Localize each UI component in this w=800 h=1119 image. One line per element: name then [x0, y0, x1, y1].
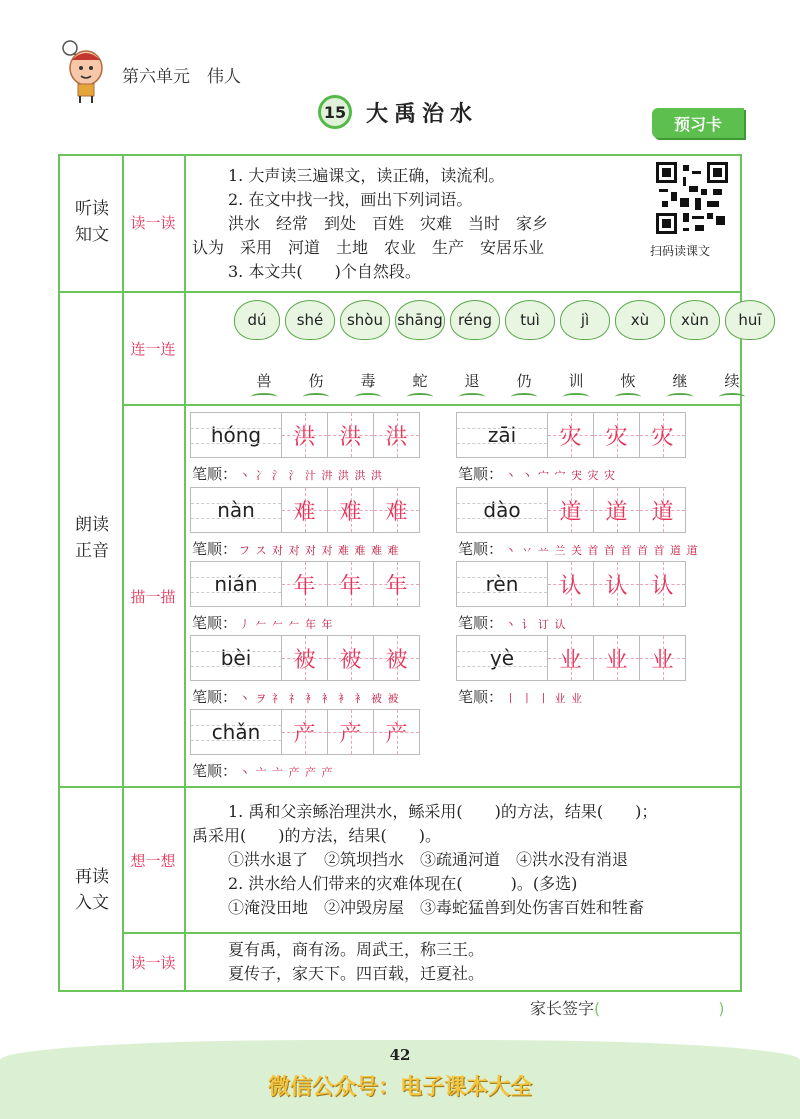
char-cell[interactable]: 认: [594, 561, 640, 607]
divider: [122, 932, 742, 934]
char-cell[interactable]: 洪: [374, 412, 420, 458]
hanzi-item[interactable]: 伤: [290, 370, 342, 401]
think-options-1: ①洪水退了 ②筑坝挡水 ③疏通河道 ④洪水没有消退: [228, 850, 629, 869]
char-cell[interactable]: 产: [282, 709, 328, 755]
pinyin-bubble[interactable]: dú: [234, 300, 280, 340]
pinyin-cell: hóng: [190, 412, 282, 458]
trace-box: [456, 561, 686, 607]
think-options-2: ①淹没田地 ②冲毁房屋 ③毒蛇猛兽到处伤害百姓和牲畜: [228, 898, 645, 917]
verse-line-2: 夏传子，家天下。四百载，迁夏社。: [228, 964, 485, 983]
pinyin-bubble[interactable]: xùn: [670, 300, 720, 340]
char-cell[interactable]: 道: [640, 487, 686, 533]
lesson-title: 大禹治水: [366, 100, 479, 127]
leaf-icon: [407, 393, 433, 401]
unit-title: 第六单元 伟人: [122, 67, 241, 87]
hanzi-leaves: [238, 370, 758, 401]
char-cell[interactable]: 道: [594, 487, 640, 533]
page-number: 42: [389, 1046, 411, 1064]
sub-label-read-aloud: 读一读: [130, 214, 176, 232]
think-question-1: 1. 禹和父亲鲧治理洪水，鲧采用( )的方法，结果( )；: [228, 802, 658, 821]
char-cell[interactable]: 洪: [282, 412, 328, 458]
leaf-icon: [459, 393, 485, 401]
trace-box: [456, 635, 686, 681]
char-cell[interactable]: 被: [374, 635, 420, 681]
pinyin-cell: chǎn: [190, 709, 282, 755]
char-cell[interactable]: 年: [282, 561, 328, 607]
section-label-reread: 再读 入文: [75, 867, 109, 913]
divider: [122, 404, 742, 406]
pinyin-bubble[interactable]: jì: [560, 300, 610, 340]
hanzi-item[interactable]: 续: [706, 370, 758, 401]
stroke-order: 笔顺： 丶 丷 䒑 兰 关 首 首 首 首 首 道 道: [458, 540, 699, 558]
leaf-icon: [355, 393, 381, 401]
stroke-order: 笔顺： 丿 𠂉 𠂉 𠂉 年 年: [192, 614, 334, 632]
stroke-order: 笔顺： 丶 冫 氵 氵 汁 汫 洪 洪 洪: [192, 465, 383, 483]
char-cell[interactable]: 认: [640, 561, 686, 607]
verse-line-1: 夏有禹，商有汤。周武王，称三王。: [228, 940, 485, 959]
pinyin-cell: dào: [456, 487, 548, 533]
char-cell[interactable]: 难: [282, 487, 328, 533]
char-cell[interactable]: 灾: [548, 412, 594, 458]
divider: [58, 786, 742, 788]
pinyin-cell: bèi: [190, 635, 282, 681]
stroke-order: 笔顺： フ ス 对 对 对 对 难 难 难 难: [192, 540, 400, 558]
leaf-icon: [251, 393, 277, 401]
leaf-icon: [719, 393, 745, 401]
section-label-listen: 听读 知文: [75, 199, 109, 245]
char-cell[interactable]: 难: [328, 487, 374, 533]
hanzi-item[interactable]: 仍: [498, 370, 550, 401]
trace-box: [190, 412, 420, 458]
hanzi-item[interactable]: 蛇: [394, 370, 446, 401]
sub-label-verse: 读一读: [130, 954, 176, 972]
char-cell[interactable]: 产: [328, 709, 374, 755]
char-cell[interactable]: 灾: [594, 412, 640, 458]
char-cell[interactable]: 年: [374, 561, 420, 607]
listen-instruction-1: 1. 大声读三遍课文，读正确，读流利。: [228, 166, 505, 185]
stroke-order: 笔顺： 丶 丶 宀 宀 宊 灾 灾: [458, 465, 616, 483]
hanzi-item[interactable]: 毒: [342, 370, 394, 401]
pinyin-bubble[interactable]: xù: [615, 300, 665, 340]
think-question-2: 2. 洪水给人们带来的灾难体现在( )。(多选): [228, 874, 578, 893]
trace-box: [456, 412, 686, 458]
hanzi-item[interactable]: 恢: [602, 370, 654, 401]
leaf-icon: [303, 393, 329, 401]
qr-code-icon[interactable]: [656, 162, 728, 234]
stroke-order: 笔顺： 丶 ヲ 礻 礻 衤 衤 衤 衤 被 被: [192, 688, 400, 706]
char-cell[interactable]: 道: [548, 487, 594, 533]
pinyin-bubble[interactable]: réng: [450, 300, 500, 340]
pinyin-bubble[interactable]: shòu: [340, 300, 390, 340]
pinyin-bubble[interactable]: shé: [285, 300, 335, 340]
divider: [58, 291, 742, 293]
leaf-icon: [667, 393, 693, 401]
pinyin-cell: rèn: [456, 561, 548, 607]
char-cell[interactable]: 被: [282, 635, 328, 681]
lesson-number: 15: [318, 95, 352, 129]
sub-label-think: 想一想: [130, 852, 176, 870]
parent-signature[interactable]: 家长签字( ): [530, 999, 725, 1018]
char-cell[interactable]: 业: [548, 635, 594, 681]
char-cell[interactable]: 认: [548, 561, 594, 607]
char-cell[interactable]: 业: [594, 635, 640, 681]
word-list-2: 认为 采用 河道 土地 农业 生产 安居乐业: [192, 238, 545, 257]
preview-card-tag: 预习卡: [652, 108, 744, 138]
hanzi-item[interactable]: 退: [446, 370, 498, 401]
char-cell[interactable]: 产: [374, 709, 420, 755]
char-cell[interactable]: 难: [374, 487, 420, 533]
trace-box: [190, 635, 420, 681]
sub-label-trace: 描一描: [130, 588, 176, 606]
pinyin-cell: zāi: [456, 412, 548, 458]
trace-box: [190, 709, 420, 755]
pinyin-cell: nàn: [190, 487, 282, 533]
trace-box: [456, 487, 686, 533]
qr-caption: 扫码读课文: [650, 244, 711, 258]
hanzi-item[interactable]: 继: [654, 370, 706, 401]
pinyin-bubble[interactable]: tuì: [505, 300, 555, 340]
leaf-icon: [563, 393, 589, 401]
stroke-order: 笔顺： 丶 讠 订 认: [458, 614, 567, 632]
trace-box: [190, 561, 420, 607]
pinyin-bubble[interactable]: shāng: [395, 300, 445, 340]
char-cell[interactable]: 被: [328, 635, 374, 681]
stroke-order: 笔顺： 丨 丨 丨 业 业: [458, 688, 584, 706]
mascot-icon: [58, 38, 108, 104]
leaf-icon: [615, 393, 641, 401]
section-label-read: 朗读 正音: [75, 515, 109, 561]
leaf-icon: [511, 393, 537, 401]
word-list-1: 洪水 经常 到处 百姓 灾难 当时 家乡: [228, 214, 549, 233]
char-cell[interactable]: 年: [328, 561, 374, 607]
pinyin-cell: yè: [456, 635, 548, 681]
listen-instruction-3: 3. 本文共( )个自然段。: [228, 262, 421, 281]
char-cell[interactable]: 洪: [328, 412, 374, 458]
trace-box: [190, 487, 420, 533]
lesson-heading: [318, 92, 478, 132]
think-question-1-cont: 禹采用( )的方法，结果( )。: [192, 826, 441, 845]
hanzi-item[interactable]: 兽: [238, 370, 290, 401]
pinyin-cell: nián: [190, 561, 282, 607]
char-cell[interactable]: 灾: [640, 412, 686, 458]
hanzi-item[interactable]: 训: [550, 370, 602, 401]
sub-label-connect: 连一连: [130, 340, 176, 358]
pinyin-bubble[interactable]: huī: [725, 300, 775, 340]
stroke-order: 笔顺： 丶 亠 亠 产 产 产: [192, 762, 334, 780]
wechat-banner: 微信公众号：电子课本大全: [267, 1075, 532, 1100]
pinyin-bubbles: [234, 300, 780, 340]
char-cell[interactable]: 业: [640, 635, 686, 681]
listen-instruction-2: 2. 在文中找一找，画出下列词语。: [228, 190, 473, 209]
